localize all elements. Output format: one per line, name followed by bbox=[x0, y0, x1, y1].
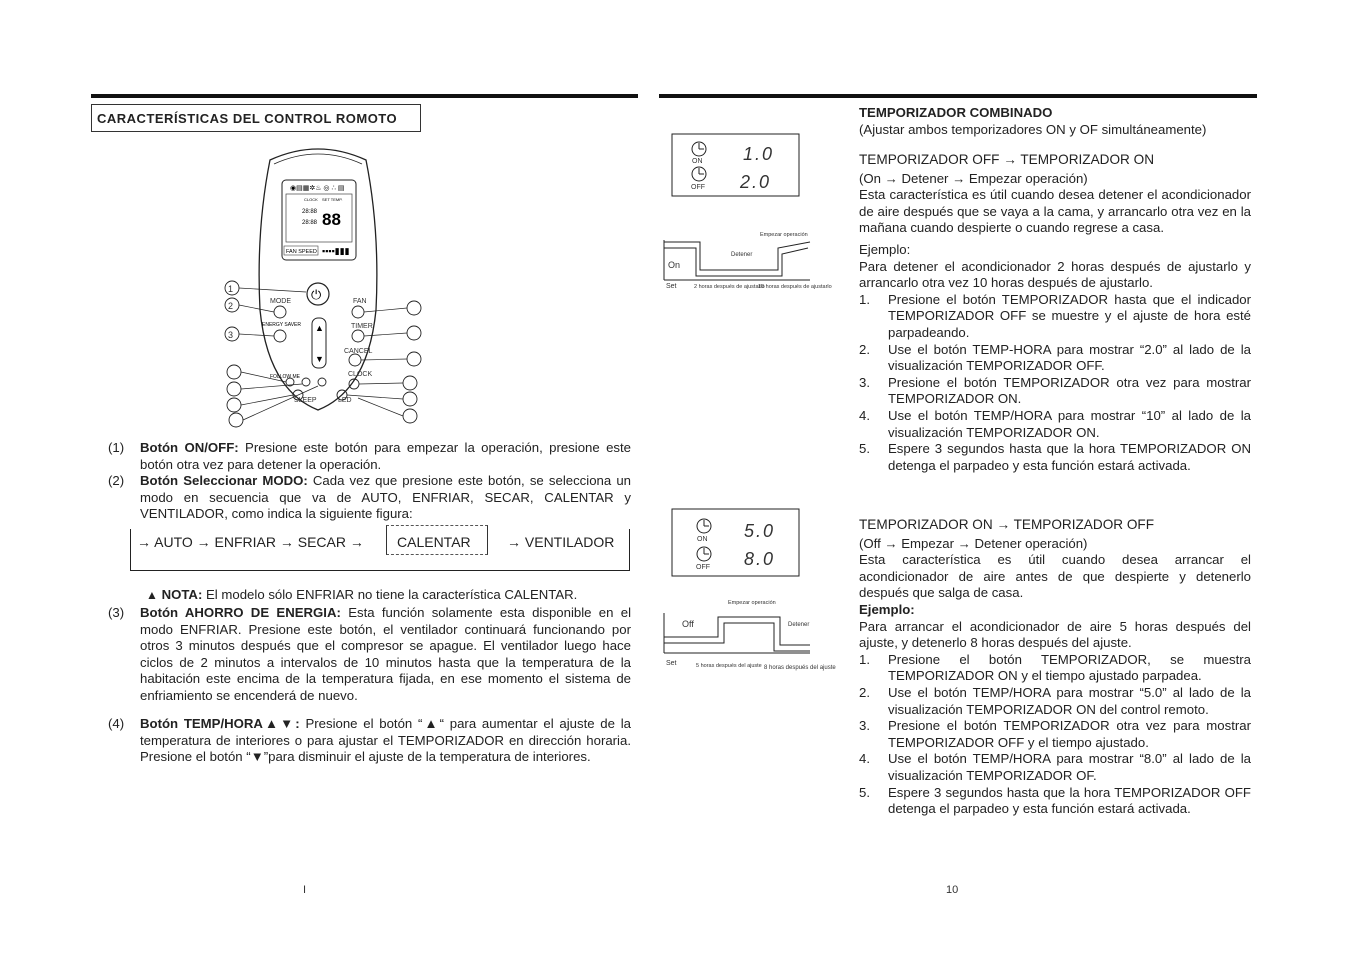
block1-step: 3. Presione el botón TEMPORIZADOR otra vez para mostrar TEMPORIZADOR ON. bbox=[859, 374, 1251, 407]
svg-text:Off: Off bbox=[682, 619, 694, 629]
item-energy-saver: (3) Botón AHORRO DE ENERGIA: Esta función solamente esta disponible en el modo ENFRIAR. Presione este botón, el ventilador continuará funcionando por otros 3 minutos después que el compresor se apague. El ventilador luego hace ciclos de 2 minutos a intervalos de 10 minutos hasta que la temperatura de la habitación este encima de la temperatura fijada, en ese momento el sistema de enfriamiento se encenderá de nuevo. bbox=[108, 605, 631, 703]
sequence-calentar: CALENTAR bbox=[397, 534, 471, 550]
block1-step: 2. Use el botón TEMP-HORA para mostrar “2.0” al lado de la visualización TEMPORIZADOR OFF. bbox=[859, 341, 1251, 374]
block2-sub: (Off → Empezar → Detener operación) bbox=[859, 535, 1088, 551]
svg-text:1.0: 1.0 bbox=[743, 144, 775, 164]
block2-step: 3. Presione el botón TEMPORIZADOR otra vez para mostrar TEMPORIZADOR OFF y el tiempo ajustado. bbox=[859, 718, 1251, 750]
block1-step: 4. Use el botón TEMP/HORA para mostrar “10” al lado de la visualización TEMPORIZADOR ON. bbox=[859, 407, 1251, 440]
block2-heading: TEMPORIZADOR ON → TEMPORIZADOR OFF bbox=[859, 517, 1155, 532]
svg-text:SET TEMP.: SET TEMP. bbox=[322, 197, 343, 202]
block1-step: 1. Presione el botón TEMPORIZADOR hasta que el indicador TEMPORIZADOR OFF se muestre y el ajuste de hora esté parpadeando. bbox=[859, 291, 1251, 340]
svg-text:28:88: 28:88 bbox=[302, 220, 318, 226]
svg-text:CLOCK: CLOCK bbox=[348, 371, 373, 378]
block1-step: 5. Espere 3 segundos hasta que la hora TEMPORIZADOR ON detenga el parpadeo y esta función estará activada. bbox=[859, 441, 1251, 473]
svg-text:FAN: FAN bbox=[353, 298, 367, 305]
svg-text:ON: ON bbox=[697, 536, 708, 543]
svg-text:ON: ON bbox=[692, 158, 703, 165]
block1 bbox=[859, 152, 1251, 474]
svg-text:Set: Set bbox=[666, 660, 677, 667]
left-top-rule bbox=[91, 94, 638, 98]
note: ▲ NOTA: El modelo sólo ENFRIAR no tiene la característica CALENTAR. bbox=[146, 587, 578, 602]
block2-step: 4. Use el botón TEMP/HORA para mostrar “8.0” al lado de la visualización TEMPORIZADOR OF. bbox=[859, 751, 1251, 783]
svg-text:2: 2 bbox=[228, 301, 234, 311]
svg-text:Detener: Detener bbox=[788, 622, 810, 628]
block2 bbox=[859, 517, 1251, 818]
item-on-off: (1) Botón ON/OFF: Presione este botón para empezar la operación, presione este botón otra vez para detener la operación. bbox=[108, 440, 631, 472]
svg-text:LED: LED bbox=[338, 397, 352, 404]
svg-text:MODE: MODE bbox=[270, 298, 291, 305]
block1-example-label: Ejemplo: bbox=[859, 241, 911, 257]
item-temp-hora: (4) Botón TEMP/HORA▲▼: Presione el botón “▲“ para aumentar el ajuste de la temperatura de interiores o para ajustar el TEMPORIZADOR en dirección horaria. Presione el botón “▼”para disminuir el ajuste de la temperatura de interiores. bbox=[108, 716, 631, 765]
svg-text:Detener: Detener bbox=[731, 252, 753, 258]
left-page-number: I bbox=[303, 884, 307, 896]
warning-icon: ▲ bbox=[146, 588, 158, 602]
timer-diagram-bottom bbox=[660, 505, 840, 685]
svg-text:3: 3 bbox=[228, 330, 234, 340]
svg-text:OFF: OFF bbox=[691, 184, 705, 191]
svg-text:2.0: 2.0 bbox=[740, 172, 772, 192]
svg-text:FOLLOW ME: FOLLOW ME bbox=[270, 374, 301, 380]
svg-text:1: 1 bbox=[228, 284, 234, 294]
block2-desc: Esta característica es útil cuando desea arrancar el acondicionador de aire antes de que despierte y detenerlo después que salga de casa. bbox=[859, 552, 1251, 601]
svg-text:10 horas después de ajustarlo: 10 horas después de ajustarlo bbox=[758, 284, 832, 290]
section-title: CARACTERÍSTICAS DEL CONTROL ROMOTO bbox=[91, 104, 421, 132]
svg-text:On: On bbox=[668, 260, 681, 270]
svg-text:Set: Set bbox=[666, 283, 677, 290]
svg-text:▼: ▼ bbox=[315, 354, 324, 364]
svg-text:Empezar operación: Empezar operación bbox=[728, 600, 776, 606]
block1-example: Para detener el acondicionador 2 horas después de ajustarlo y arrancarlo otra vez 10 horas después de ajustarlo. bbox=[859, 258, 1251, 291]
remote-control-illustration bbox=[218, 140, 433, 430]
svg-text:CLOCK: CLOCK bbox=[304, 197, 318, 202]
svg-text:FAN SPEED: FAN SPEED bbox=[286, 249, 317, 255]
block2-step: 5. Espere 3 segundos hasta que la hora TEMPORIZADOR OFF detenga el parpadeo y esta función estará activada. bbox=[859, 784, 1251, 817]
block2-step: 1. Presione el botón TEMPORIZADOR, se muestra TEMPORIZADOR ON y el tiempo ajustado parpadea. bbox=[859, 651, 1251, 684]
block2-example-label: Ejemplo: bbox=[859, 601, 915, 617]
svg-text:▪▪▪▪▮▮▮: ▪▪▪▪▮▮▮ bbox=[322, 246, 350, 256]
svg-text:▲: ▲ bbox=[315, 323, 324, 333]
block1-heading: TEMPORIZADOR OFF → TEMPORIZADOR ON bbox=[859, 152, 1155, 167]
svg-text:CANCEL: CANCEL bbox=[344, 348, 373, 355]
svg-text:28:88: 28:88 bbox=[302, 209, 318, 215]
block1-desc: Esta característica es útil cuando desea detener el acondicionador de aire después que se vaya a la cama, y arrancarlo otra vez en la mañana cuando despierte o cuando regrese a casa. bbox=[859, 187, 1251, 236]
svg-text:SLEEP: SLEEP bbox=[294, 397, 317, 404]
combined-timer-title: TEMPORIZADOR COMBINADO bbox=[859, 105, 1053, 120]
svg-text:◉▤▦✲♨ ◎ ∴ ▤: ◉▤▦✲♨ ◎ ∴ ▤ bbox=[290, 185, 345, 192]
svg-text:8.0: 8.0 bbox=[744, 549, 776, 569]
block2-step: 2. Use el botón TEMP/HORA para mostrar “5.0” al lado de la visualización TEMPORIZADOR ON del control remoto. bbox=[859, 684, 1251, 717]
sequence-part-3: → VENTILADOR bbox=[507, 534, 615, 550]
sequence-part-1: → AUTO → ENFRIAR → SECAR → bbox=[137, 534, 364, 550]
svg-text:TIMER: TIMER bbox=[351, 323, 373, 330]
svg-text:5 horas después del ajuste: 5 horas después del ajuste bbox=[696, 663, 762, 669]
block2-example: Para arrancar el acondicionador de aire 5 horas después del ajuste, y detenerlo 8 horas después del ajuste. bbox=[859, 618, 1251, 651]
svg-text:5.0: 5.0 bbox=[744, 521, 776, 541]
svg-text:⏻: ⏻ bbox=[311, 287, 322, 302]
svg-text:ENERGY SAVER: ENERGY SAVER bbox=[262, 322, 301, 328]
right-top-rule bbox=[659, 94, 1257, 98]
svg-text:OFF: OFF bbox=[696, 564, 710, 571]
item-mode: (2) Botón Seleccionar MODO: Cada vez que presione este botón, se selecciona un modo en secuencia que va de AUTO, ENFRIAR, SECAR, CALENTAR y VENTILADOR, como indica la siguiente figura: bbox=[108, 473, 631, 522]
combined-timer-subtitle: (Ajustar ambos temporizadores ON y OF simultáneamente) bbox=[859, 122, 1207, 137]
svg-text:Empezar operación: Empezar operación bbox=[760, 232, 808, 238]
timer-diagram-top bbox=[660, 130, 840, 310]
block1-sub: (On → Detener → Empezar operación) bbox=[859, 170, 1088, 186]
svg-text:8 horas después del ajuste: 8 horas después del ajuste bbox=[764, 665, 836, 671]
right-page-number: 10 bbox=[946, 884, 959, 896]
mode-sequence-figure bbox=[130, 529, 630, 571]
remote-display-digits: 88 bbox=[322, 210, 341, 229]
svg-text:2 horas después de ajustarlo: 2 horas después de ajustarlo bbox=[694, 284, 765, 290]
